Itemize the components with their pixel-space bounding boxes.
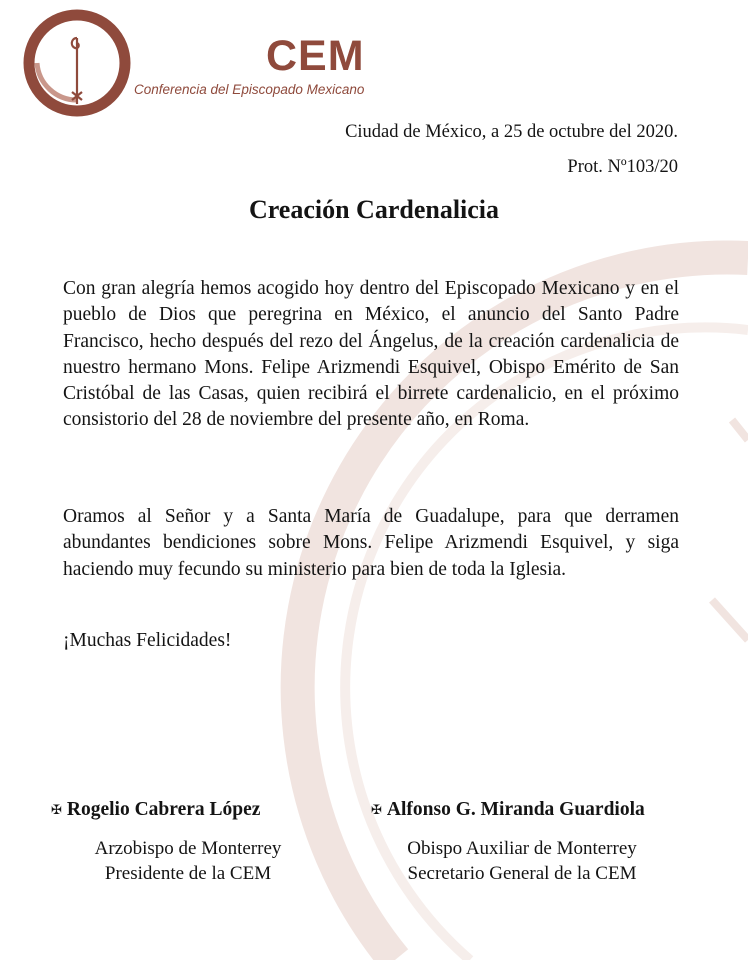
signer-title-1-line-2: Presidente de la CEM: [104, 863, 272, 884]
date-line: Ciudad de México, a 25 de octubre del 2020.: [345, 122, 678, 142]
closing-line: ¡Muchas Felicidades!: [63, 630, 232, 651]
organization-name: Conferencia del Episcopado Mexicano: [134, 82, 365, 97]
signer-title-1-line-1: Arzobispo de Monterrey: [94, 838, 282, 859]
cem-logo-icon: [22, 8, 134, 120]
signer-name: Rogelio Cabrera López: [66, 799, 261, 820]
body-paragraph-1: Con gran alegría hemos acogido hoy dentro del Episcopado Mexicano y en el pueblo de Dios que peregrina en México, el anuncio del Santo Padre Francisco, hecho después del rezo del Ángelus, de la creación cardenalicia de nuestro hermano Mons. Felipe Arizmendi Esquivel, Obispo Emérito de San Cristóbal de las Casas, quien recibirá el birrete cardenalicio, en el próximo consistorio del 28 de noviembre del presente año, en Roma.: [63, 278, 679, 431]
logo-acronym: CEM: [266, 32, 365, 80]
signer-name: Alfonso G. Miranda Guardiola: [386, 799, 645, 820]
signer-title-2-line-1: Obispo Auxiliar de Monterrey: [407, 838, 637, 859]
protocol-number: Prot. Nº103/20: [567, 157, 678, 177]
document-title: Creación Cardenalicia: [248, 195, 500, 224]
cross-icon: ✠: [371, 802, 382, 817]
signature-name-2: [371, 797, 645, 823]
signer-title-2-line-2: Secretario General de la CEM: [407, 863, 637, 884]
body-paragraph-2: Oramos al Señor y a Santa María de Guadalupe, para que derramen abundantes bendiciones sobre Mons. Felipe Arizmendi Esquivel, y siga haciendo muy fecundo su ministerio para bien de toda la Iglesia.: [63, 506, 679, 580]
signature-name-1: [51, 797, 260, 823]
cross-icon: ✠: [51, 802, 62, 817]
